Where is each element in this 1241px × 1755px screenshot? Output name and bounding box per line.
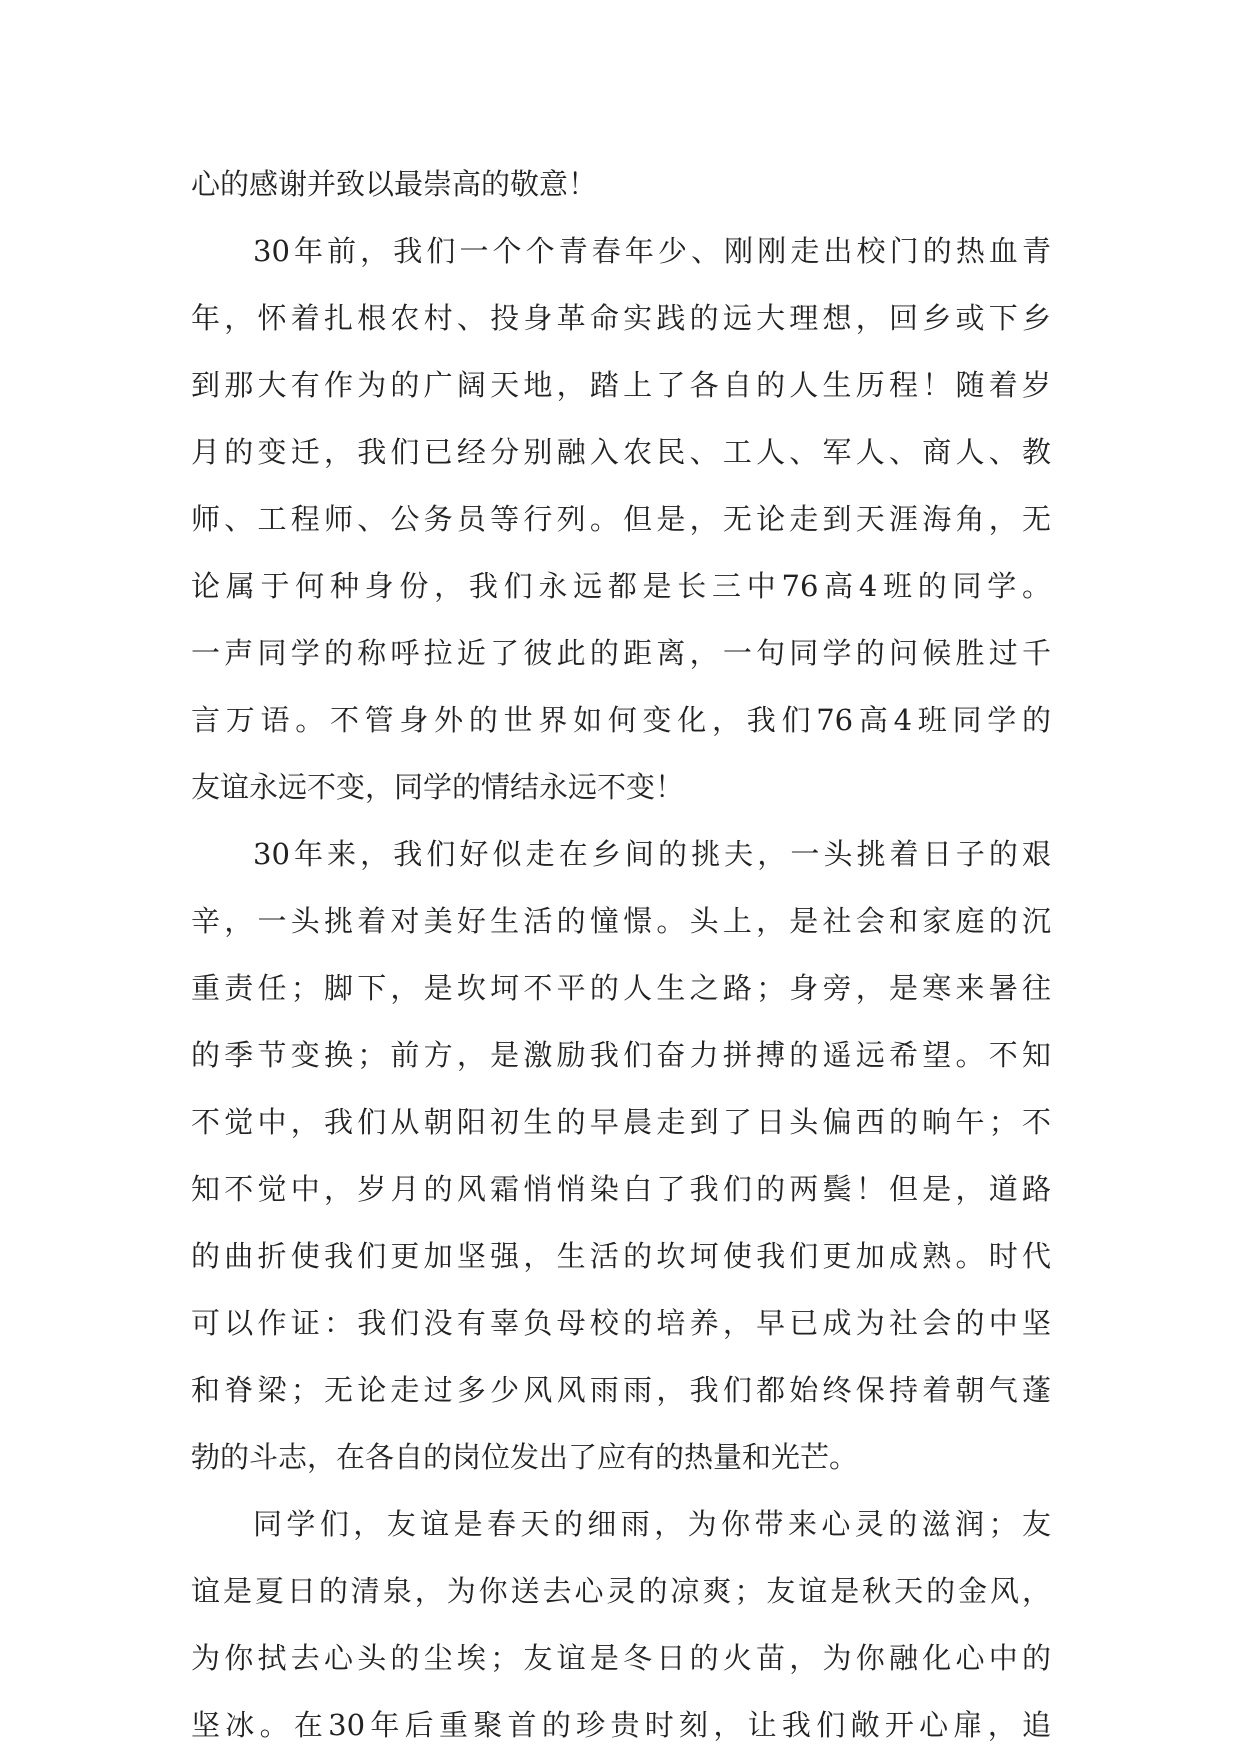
- text-line: 可以作证：我们没有辜负母校的培养，早已成为社会的中坚: [191, 1306, 1051, 1340]
- text-line: 论属于何种身份，我们永远都是长三中76高4班的同学。: [191, 569, 1051, 603]
- text-line: 知不觉中，岁月的风霜悄悄染白了我们的两鬓！但是，道路: [191, 1172, 1051, 1206]
- text-line: 和脊梁；无论走过多少风风雨雨，我们都始终保持着朝气蓬: [191, 1373, 1051, 1407]
- text-line: 为你拭去心头的尘埃；友谊是冬日的火苗，为你融化心中的: [191, 1641, 1051, 1675]
- text-line: 辛，一头挑着对美好生活的憧憬。头上，是社会和家庭的沉: [191, 904, 1051, 938]
- text-line: 到那大有作为的广阔天地，踏上了各自的人生历程！随着岁: [191, 368, 1051, 402]
- text-line: 坚冰。在30年后重聚首的珍贵时刻，让我们敞开心扉，追: [191, 1708, 1051, 1742]
- text-line: 师、工程师、公务员等行列。但是，无论走到天涯海角，无: [191, 502, 1051, 536]
- text-line: 一声同学的称呼拉近了彼此的距离，一句同学的问候胜过千: [191, 636, 1051, 670]
- text-line: 年，怀着扎根农村、投身革命实践的远大理想，回乡或下乡: [191, 301, 1051, 335]
- text-line: 不觉中，我们从朝阳初生的早晨走到了日头偏西的晌午；不: [191, 1105, 1051, 1139]
- text-line: 30年来，我们好似走在乡间的挑夫，一头挑着日子的艰: [253, 837, 1051, 871]
- text-line: 心的感谢并致以最崇高的敬意！: [191, 167, 598, 201]
- text-line: 谊是夏日的清泉，为你送去心灵的凉爽；友谊是秋天的金风，: [191, 1574, 1051, 1608]
- text-line: 勃的斗志，在各自的岗位发出了应有的热量和光芒。: [191, 1440, 859, 1474]
- text-line: 友谊永远不变，同学的情结永远不变！: [191, 770, 685, 804]
- text-line: 月的变迁，我们已经分别融入农民、工人、军人、商人、教: [191, 435, 1051, 469]
- text-line: 的季节变换；前方，是激励我们奋力拼搏的遥远希望。不知: [191, 1038, 1051, 1072]
- document-body: [191, 155, 1051, 1755]
- text-line: 的曲折使我们更加坚强，生活的坎坷使我们更加成熟。时代: [191, 1239, 1051, 1273]
- text-line: 言万语。不管身外的世界如何变化，我们76高4班同学的: [191, 703, 1051, 737]
- text-line: 30年前，我们一个个青春年少、刚刚走出校门的热血青: [253, 234, 1051, 268]
- text-line: 重责任；脚下，是坎坷不平的人生之路；身旁，是寒来暑往: [191, 971, 1051, 1005]
- text-line: 同学们，友谊是春天的细雨，为你带来心灵的滋润；友: [253, 1507, 1051, 1541]
